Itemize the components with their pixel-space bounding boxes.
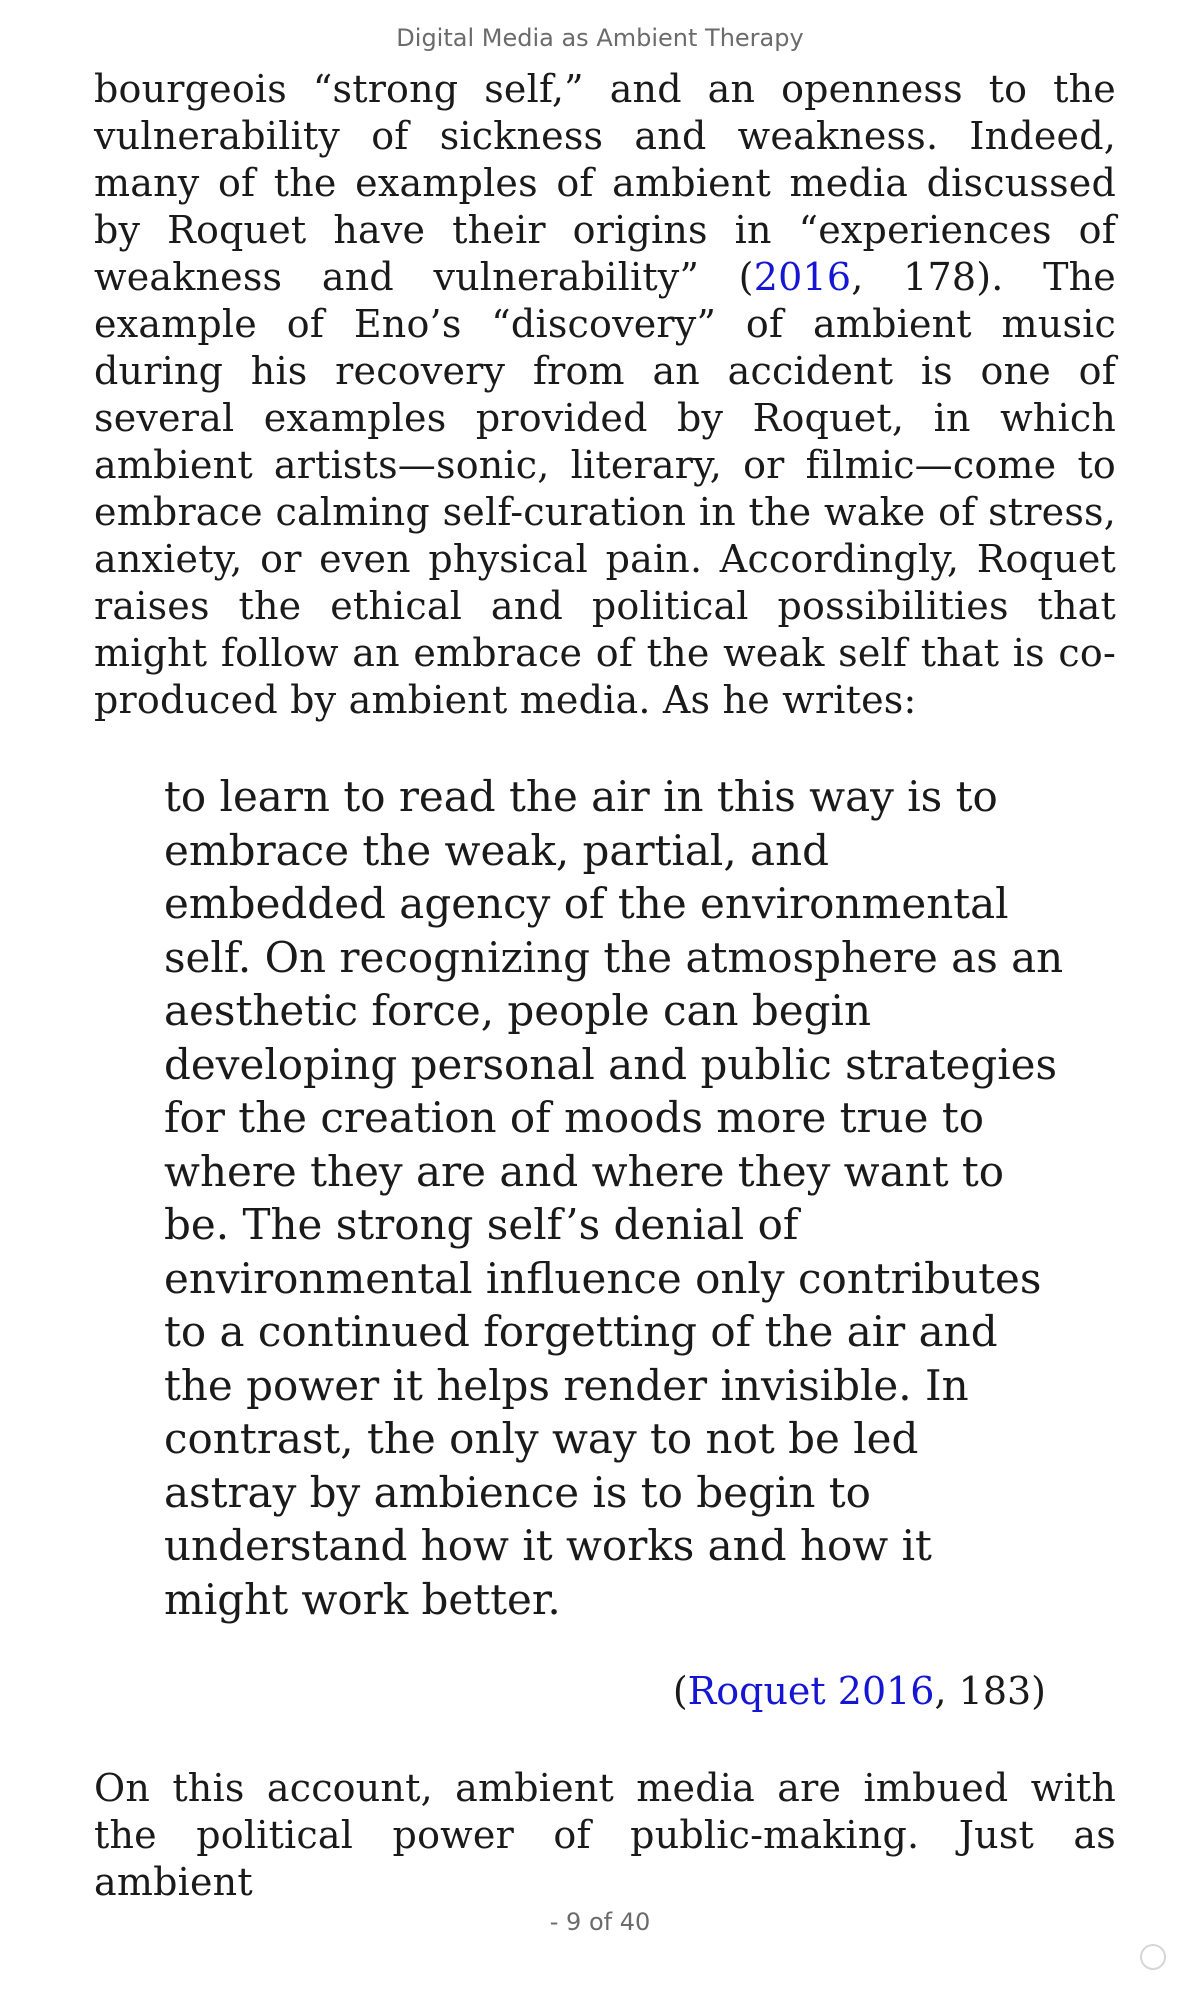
citation-reference-link[interactable]: Roquet 2016	[687, 1669, 935, 1713]
circle-icon[interactable]	[1140, 1944, 1166, 1970]
paragraph-text: , 178). The example of Eno’s “discovery” of ambient music during his recovery from an accident is one of several examples provided by Roquet, in which ambient artists—sonic, literary, or filmic—come to embrace calming self-curation in the wake of stress, anxiety, or even physical pain. Accordingly, Roquet raises the ethical and political possibilities that might follow an embrace of the weak self that is co-produced by ambient media. As he writes:	[94, 255, 1116, 722]
paragraph-text: bourgeois “strong self,” and an openness to the vulnerability of sickness and weakness. Indeed, many of the examples of ambient media discussed by Roquet have their origins in “experiences of weakness and vulnerability” (	[94, 67, 1116, 299]
running-header: Digital Media as Ambient Therapy	[396, 24, 804, 52]
citation-year-link[interactable]: 2016	[753, 255, 852, 299]
body-paragraph-continued: On this account, ambient media are imbued with the political power of public-making. Just as ambient	[94, 1766, 1116, 1904]
citation-page: , 183)	[934, 1669, 1046, 1713]
page-number: - 9 of 40	[549, 1908, 651, 1936]
body-paragraph	[94, 66, 1116, 724]
citation-open-paren: (	[672, 1669, 688, 1713]
quote-citation	[673, 1668, 1046, 1715]
block-quote: to learn to read the air in this way is to embrace the weak, partial, and embedded agency of the environmental self. On recognizing the atmosphere as an aesthetic force, people can begin developing personal and public strategies for the creation of moods more true to where they are and where they want to be. The strong self’s denial of environmental influence only contributes to a continued forgetting of the air and the power it helps render invisible. In contrast, the only way to not be led astray by ambience is to begin to understand how it works and how it might work better.	[164, 772, 1064, 1624]
